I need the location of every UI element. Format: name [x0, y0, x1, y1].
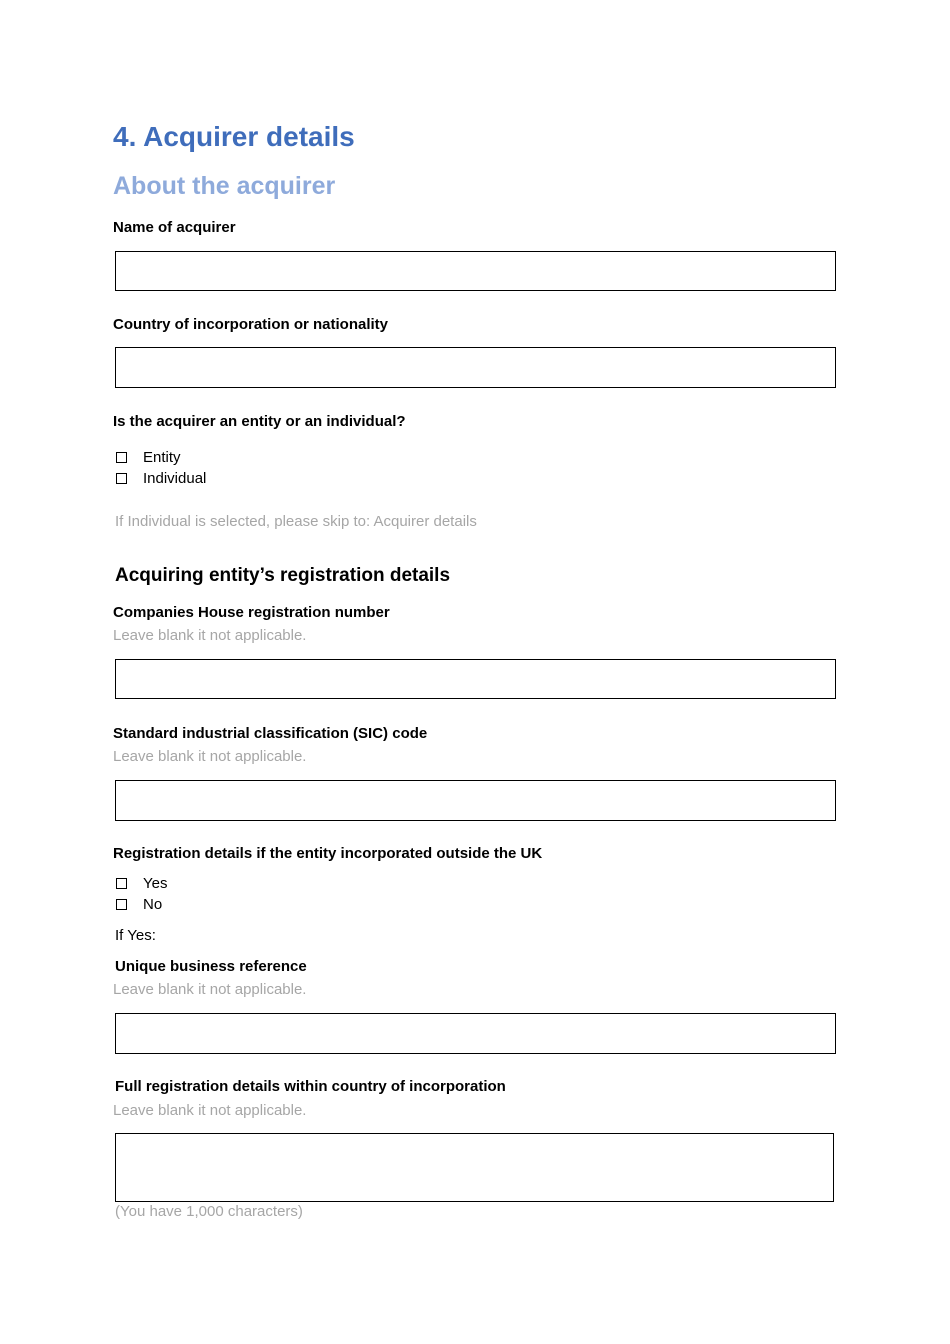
yes-option-label: Yes	[143, 875, 168, 892]
full-details-label: Full registration details within country of incorporation	[115, 1078, 506, 1095]
section-subtitle: About the acquirer	[113, 172, 336, 200]
individual-checkbox[interactable]	[116, 473, 127, 484]
country-input[interactable]	[115, 347, 836, 388]
yes-checkbox[interactable]	[116, 878, 127, 889]
option-yes[interactable]	[116, 875, 167, 892]
registration-heading: Acquiring entity’s registration details	[115, 565, 451, 586]
option-individual[interactable]	[116, 470, 206, 487]
sic-code-input[interactable]	[115, 780, 836, 821]
name-of-acquirer-label: Name of acquirer	[113, 219, 236, 236]
option-no[interactable]	[116, 896, 162, 913]
individual-option-label: Individual	[143, 470, 207, 487]
skip-note: If Individual is selected, please skip to: Acquirer details	[115, 513, 477, 530]
acquirer-type-question: Is the acquirer an entity or an individual?	[113, 413, 406, 430]
country-label: Country of incorporation or nationality	[113, 316, 388, 333]
option-entity[interactable]	[116, 449, 181, 466]
ubr-input[interactable]	[115, 1013, 836, 1054]
sic-code-label: Standard industrial classification (SIC) code	[113, 725, 428, 742]
if-yes-text: If Yes:	[115, 927, 156, 944]
page-title: 4. Acquirer details	[113, 121, 355, 152]
entity-checkbox[interactable]	[116, 452, 127, 463]
companies-house-hint: Leave blank it not applicable.	[113, 627, 307, 644]
ubr-label: Unique business reference	[115, 958, 307, 975]
sic-code-hint: Leave blank it not applicable.	[113, 748, 307, 765]
character-counter: (You have 1,000 characters)	[115, 1203, 303, 1220]
no-checkbox[interactable]	[116, 899, 127, 910]
name-of-acquirer-input[interactable]	[115, 251, 836, 291]
ubr-hint: Leave blank it not applicable.	[113, 981, 307, 998]
entity-option-label: Entity	[143, 449, 181, 466]
outside-uk-label: Registration details if the entity incorporated outside the UK	[113, 845, 543, 862]
companies-house-input[interactable]	[115, 659, 836, 699]
no-option-label: No	[143, 896, 163, 913]
full-details-textarea[interactable]	[115, 1133, 834, 1202]
companies-house-label: Companies House registration number	[113, 604, 390, 621]
full-details-hint: Leave blank it not applicable.	[113, 1102, 307, 1119]
